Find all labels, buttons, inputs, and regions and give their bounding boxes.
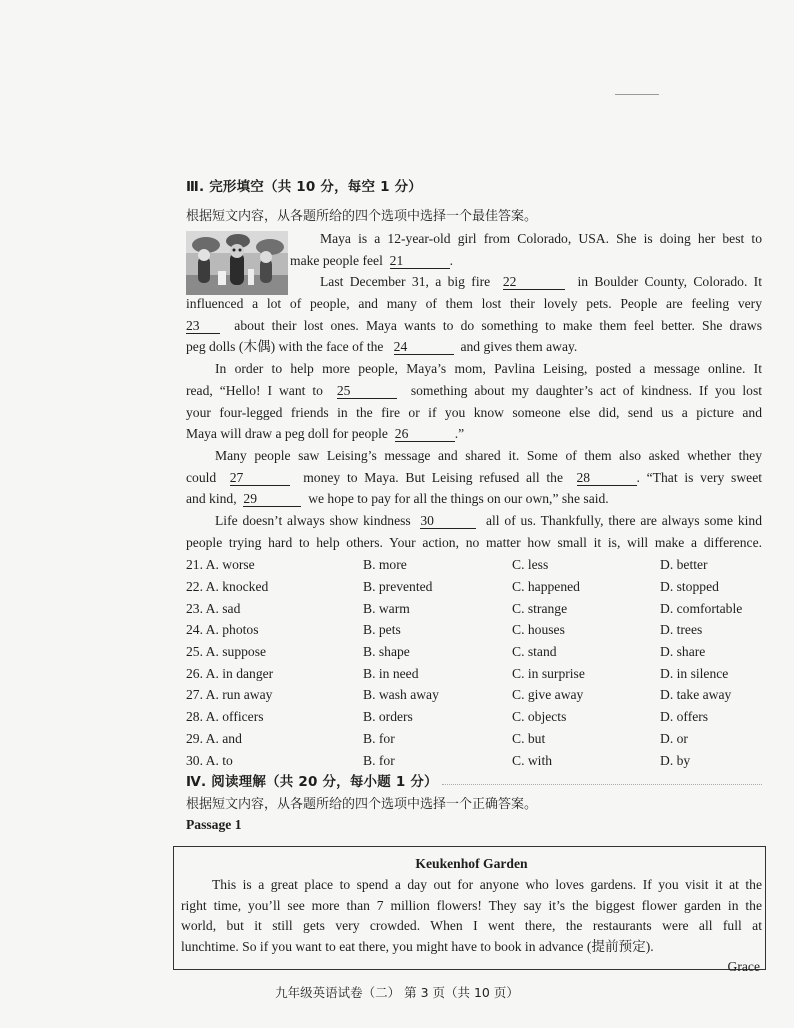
option-d[interactable]: D. take away [660, 687, 732, 703]
blank-26[interactable]: 26 [395, 426, 455, 442]
option-b[interactable]: B. pets [363, 622, 401, 638]
passage-line: Many people saw Leising’s message and shared it. Some of them also asked whether they [215, 447, 762, 463]
option-d[interactable]: D. in silence [660, 665, 729, 681]
blank-30[interactable]: 30 [420, 513, 476, 529]
passage-line: people trying hard to help others. Your action, no matter how small it is, will make a difference. [186, 534, 762, 550]
passage-line: Maya will draw a peg doll for people 26 .” [186, 426, 465, 442]
blank-27[interactable]: 27 [230, 470, 290, 486]
passage-line: read, “Hello! I want to 25 something about my daughter’s act of kindness. If you lost [186, 382, 762, 398]
option-row [186, 619, 762, 641]
option-b[interactable]: B. warm [363, 600, 410, 616]
option-c[interactable]: C. houses [512, 622, 565, 638]
option-b[interactable]: B. shape [363, 644, 410, 660]
option-c[interactable]: C. objects [512, 709, 567, 725]
option-a[interactable]: 27. A. run away [186, 687, 273, 703]
option-d[interactable]: D. by [660, 752, 691, 768]
section-3-title: Ⅲ. 完形填空（共 10 分，每空 1 分） [186, 179, 422, 195]
option-row [186, 706, 762, 728]
option-d[interactable]: D. trees [660, 622, 703, 638]
option-row [186, 663, 762, 685]
passage-line: Last December 31, a big fire 22 in Boulder County, Colorado. It [320, 274, 762, 290]
option-row [186, 554, 762, 576]
passage-line: Life doesn’t always show kindness 30 all of us. Thankfully, there are always some kind [215, 512, 762, 528]
section-4-instruction: 根据短文内容，从各题所给的四个选项中选择一个正确答案。 [186, 797, 538, 813]
option-row [186, 728, 762, 750]
option-b[interactable]: B. wash away [363, 687, 439, 703]
option-b[interactable]: B. in need [363, 665, 419, 681]
blank-23[interactable]: 23 [186, 318, 220, 334]
scan-mark [615, 94, 659, 95]
passage-line: and kind, 29 we hope to pay for all the things on our own,” she said. [186, 491, 609, 507]
option-row [186, 576, 762, 598]
passage-title: Keukenhof Garden [415, 856, 528, 871]
option-a[interactable]: 29. A. and [186, 730, 242, 746]
passage-line: could 27 money to Maya. But Leising refused all the 28 . “That is very sweet [186, 469, 762, 485]
option-a[interactable]: 23. A. sad [186, 600, 241, 616]
blank-28[interactable]: 28 [577, 470, 637, 486]
passage-line: your four-legged friends in the fire or if you know someone else did, send us a picture and [186, 404, 762, 420]
option-d[interactable]: D. offers [660, 709, 709, 725]
option-a[interactable]: 22. A. knocked [186, 579, 269, 594]
page-footer: 九年级英语试卷（二） 第 3 页（共 10 页） [275, 985, 519, 1000]
option-b[interactable]: B. more [363, 557, 407, 573]
option-d[interactable]: D. share [660, 644, 706, 660]
section-4-header [186, 773, 762, 792]
passage-line: world, but it still gets very crowded. When I went there, the restaurants were all full at [181, 918, 762, 933]
passage-line: In order to help more people, Maya’s mom, Pavlina Leising, posted a message online. It [215, 361, 762, 377]
option-c[interactable]: C. but [512, 730, 546, 746]
divider [442, 784, 762, 785]
passage-line: This is a great place to spend a day out for anyone who loves gardens. If you visit it at the [212, 877, 762, 892]
option-row [186, 684, 762, 706]
option-row [186, 750, 762, 772]
option-a[interactable]: 21. A. worse [186, 557, 255, 573]
photo-image [186, 231, 288, 295]
option-d[interactable]: D. comfortable [660, 600, 743, 616]
blank-25[interactable]: 25 [337, 383, 397, 399]
passage-line: Maya is a 12-year-old girl from Colorado, USA. She is doing her best to [320, 231, 762, 246]
passage-1-box [173, 846, 766, 974]
passage-line: influenced a lot of people, and many of them lost their lovely pets. People are feeling very [186, 296, 762, 312]
option-a[interactable]: 28. A. officers [186, 709, 264, 725]
option-c[interactable]: C. strange [512, 600, 568, 616]
passage-line: right time, you’ll see more than 7 million flowers! They say it’s the biggest flower garden in the [181, 897, 762, 913]
author-signature: Grace [727, 959, 760, 974]
option-b[interactable]: B. prevented [363, 579, 433, 594]
option-d[interactable]: D. stopped [660, 579, 719, 594]
passage-line: peg dolls (木偶) with the face of the 24 and gives them away. [186, 339, 578, 355]
option-c[interactable]: C. less [512, 557, 549, 573]
option-c[interactable]: C. in surprise [512, 665, 585, 681]
peg-dolls-photo [186, 231, 288, 295]
option-b[interactable]: B. orders [363, 709, 413, 725]
passage-label: Passage 1 [186, 817, 242, 833]
option-a[interactable]: 24. A. photos [186, 622, 259, 638]
option-c[interactable]: C. give away [512, 687, 584, 703]
option-a[interactable]: 30. A. to [186, 752, 233, 768]
option-row [186, 641, 762, 663]
blank-22[interactable]: 22 [503, 274, 565, 290]
section-3-instruction: 根据短文内容，从各题所给的四个选项中选择一个最佳答案。 [186, 209, 538, 224]
section-4-title: Ⅳ. 阅读理解（共 20 分，每小题 1 分） [186, 774, 438, 791]
exam-page [186, 178, 762, 834]
passage-line: 23 about their lost ones. Maya wants to do something to make them feel better. She draws [186, 317, 762, 333]
blank-21[interactable]: 21 [390, 253, 450, 269]
option-c[interactable]: C. with [512, 752, 553, 768]
option-b[interactable]: B. for [363, 730, 395, 746]
option-a[interactable]: 25. A. suppose [186, 644, 267, 660]
blank-24[interactable]: 24 [394, 339, 454, 355]
passage-line: make people feel 21 . [290, 252, 454, 268]
option-d[interactable]: D. or [660, 730, 688, 746]
option-c[interactable]: C. happened [512, 579, 580, 594]
option-d[interactable]: D. better [660, 557, 708, 573]
option-a[interactable]: 26. A. in danger [186, 665, 274, 681]
option-row [186, 598, 762, 620]
answer-options [186, 554, 762, 771]
passage-line: lunchtime. So if you want to eat there, you might have to book in advance (提前预定). [181, 938, 654, 954]
option-c[interactable]: C. stand [512, 644, 557, 660]
option-b[interactable]: B. for [363, 752, 395, 768]
blank-29[interactable]: 29 [243, 491, 301, 507]
